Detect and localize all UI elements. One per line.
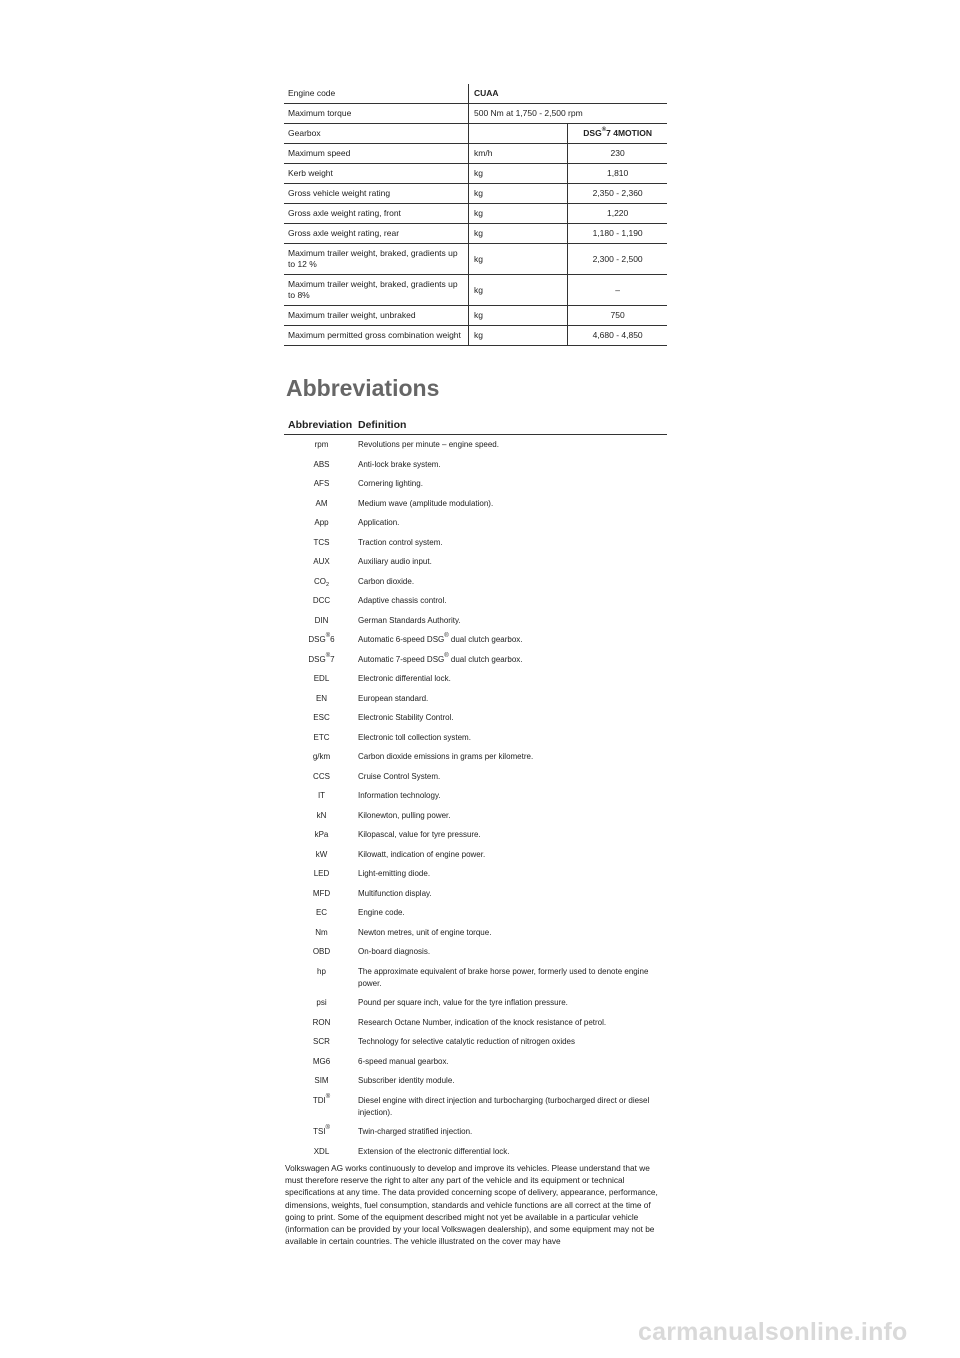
abbreviation-term — [284, 927, 359, 939]
abbreviation-row — [284, 535, 667, 555]
definition-text: Electronic differential lock. — [358, 674, 451, 683]
definition-text: Application. — [358, 518, 400, 527]
abbreviation-row — [284, 593, 667, 613]
col-header-definition: Definition — [358, 419, 407, 431]
spec-value — [568, 124, 667, 144]
term-text: RON — [312, 1017, 331, 1027]
term-text: ETC — [313, 732, 330, 742]
term-text: ESC — [313, 713, 330, 722]
abbreviation-row — [284, 964, 667, 996]
definition-text: Research Octane Number, indication of the knock resistance of petrol. — [358, 1017, 607, 1027]
spec-label: Gross axle weight rating, rear — [284, 224, 469, 244]
definition-text: Automatic 7-speed DSG — [358, 654, 445, 664]
term-text: XDL — [313, 1146, 330, 1156]
abbreviation-row — [284, 574, 667, 594]
spec-row-max-torque — [284, 104, 667, 124]
abbreviation-row — [284, 1015, 667, 1035]
abbreviation-row — [284, 1144, 667, 1164]
registered-mark: ® — [325, 1125, 330, 1131]
abbreviation-row — [284, 827, 667, 847]
definition-text: Newton metres, unit of engine torque. — [358, 927, 492, 937]
spec-label: Engine code — [284, 84, 469, 104]
abbreviation-row — [284, 847, 667, 867]
registered-mark: ® — [444, 633, 449, 639]
definition-text: Kilowatt, indication of engine power. — [358, 849, 486, 859]
abbreviation-term — [284, 693, 359, 705]
abbreviation-definition — [358, 673, 667, 685]
abbreviation-row — [284, 730, 667, 750]
term-text: CCS — [313, 771, 330, 781]
abbreviation-definition — [358, 595, 667, 607]
definition-text: Carbon dioxide emissions in grams per kilometre. — [358, 752, 534, 761]
abbreviation-definition — [358, 498, 667, 510]
abbreviation-definition — [358, 693, 667, 705]
abbreviation-definition — [358, 634, 667, 646]
definition-text: Adaptive chassis control. — [358, 596, 447, 605]
term-text: DSG — [308, 654, 326, 664]
spec-value: – — [568, 275, 667, 306]
abbreviation-list — [284, 437, 667, 1163]
abbreviation-term — [284, 459, 359, 471]
spec-unit: kg — [469, 306, 568, 326]
abbreviation-definition — [358, 1017, 667, 1029]
abbreviation-definition — [358, 1075, 667, 1087]
abbreviation-row — [284, 632, 667, 652]
abbreviation-row — [284, 437, 667, 457]
abbreviation-definition — [358, 478, 667, 490]
abbreviation-term — [284, 615, 359, 627]
registered-mark: ® — [325, 652, 331, 659]
spec-label: Maximum trailer weight, braked, gradients up to 12 % — [284, 244, 469, 275]
abbreviation-definition — [358, 927, 667, 939]
definition-text: On-board diagnosis. — [358, 947, 431, 956]
abbreviation-row — [284, 710, 667, 730]
abbreviation-term — [284, 966, 359, 978]
definition-text: Information technology. — [358, 791, 441, 800]
term-text: DIN — [314, 615, 329, 625]
registered-mark: ® — [325, 633, 331, 639]
abbreviation-definition — [358, 1095, 667, 1119]
abbreviation-term — [284, 732, 359, 744]
spec-value: 4,680 - 4,850 — [568, 326, 667, 346]
spec-row — [284, 224, 667, 244]
abbreviation-term — [284, 790, 359, 802]
spec-row-gearbox — [284, 124, 667, 144]
gearbox-prefix: DSG — [583, 128, 602, 138]
abbreviation-row — [284, 866, 667, 886]
abbreviation-definition — [358, 615, 667, 627]
registered-mark: ® — [444, 652, 449, 659]
definition-text: Cornering lighting. — [358, 479, 423, 488]
term-text: EDL — [313, 674, 330, 683]
definition-text: Technology for selective catalytic reduction of nitrogen oxides — [358, 1037, 576, 1046]
abbreviation-term — [284, 868, 359, 880]
term-text: IT — [317, 791, 326, 800]
disclaimer-text: Volkswagen AG works continuously to develop and improve its vehicles. Please understand that we must therefore reserve the right to alter any part of the vehicle and its equipment or technical specifications at any time. The data provided concerning scope of delivery, appearance, performance, dimensions, weights, fuel consumption, standards and vehicle functions are all correct at the time of going to print. Some of the equipment described might not yet be available in a particular vehicle (information can be provided by your local Volkswagen dealership), and some equipment may not be available in certain countries. The vehicle illustrated on the cover may have — [285, 1163, 658, 1247]
definition-text: Cruise Control System. — [358, 771, 441, 781]
spec-value: 500 Nm at 1,750 - 2,500 rpm — [469, 104, 668, 124]
abbreviation-row — [284, 808, 667, 828]
spec-value: 2,300 - 2,500 — [568, 244, 667, 275]
registered-mark: ® — [325, 1093, 331, 1100]
abbreviation-term — [284, 829, 359, 841]
spec-value: CUAA — [469, 84, 668, 104]
abbreviation-term — [284, 712, 359, 724]
abbreviation-term — [284, 946, 359, 958]
abbreviation-term — [284, 849, 359, 861]
spec-row — [284, 244, 667, 275]
abbreviation-table-header — [284, 416, 667, 435]
term-text: psi — [316, 998, 327, 1007]
term-text: kPa — [314, 830, 329, 839]
abbreviation-definition — [358, 868, 667, 880]
spec-label: Gearbox — [284, 124, 469, 144]
abbreviation-term — [284, 1075, 359, 1087]
term-text: hp — [317, 966, 326, 976]
abbreviation-term — [284, 751, 359, 763]
spec-label: Maximum permitted gross combination weight — [284, 326, 469, 346]
spec-unit: kg — [469, 224, 568, 244]
spec-value: 1,810 — [568, 164, 667, 184]
abbreviation-term — [284, 1056, 359, 1068]
abbreviation-row — [284, 769, 667, 789]
abbreviation-definition — [358, 997, 667, 1009]
definition-text: Multifunction display. — [358, 888, 432, 898]
term-text: TDI — [312, 1095, 326, 1105]
abbreviation-row — [284, 1093, 667, 1125]
abbreviation-row — [284, 788, 667, 808]
abbreviation-row — [284, 476, 667, 496]
registered-mark: ® — [601, 127, 607, 133]
definition-text: Kilopascal, value for tyre pressure. — [358, 830, 481, 839]
abbreviation-definition — [358, 517, 667, 529]
abbreviation-term — [284, 810, 359, 822]
abbreviation-definition — [358, 712, 667, 724]
definition-text: Auxiliary audio input. — [358, 557, 432, 566]
spec-row — [284, 204, 667, 224]
spec-label: Gross vehicle weight rating — [284, 184, 469, 204]
abbreviation-definition — [358, 907, 667, 919]
abbreviation-definition — [358, 966, 667, 990]
spec-label: Kerb weight — [284, 164, 469, 184]
definition-text: Twin-charged stratified injection. — [358, 1127, 473, 1136]
term-text: kW — [315, 849, 328, 859]
abbreviation-definition — [358, 1056, 667, 1068]
spec-row — [284, 306, 667, 326]
abbreviation-term — [284, 576, 359, 588]
abbreviation-definition — [358, 576, 667, 588]
definition-text: Carbon dioxide. — [358, 576, 415, 586]
abbreviation-row — [284, 925, 667, 945]
abbreviation-row — [284, 905, 667, 925]
abbreviation-row — [284, 1073, 667, 1093]
abbreviation-definition — [358, 1036, 667, 1048]
spec-row — [284, 275, 667, 306]
abbreviation-row — [284, 1034, 667, 1054]
spec-row — [284, 144, 667, 164]
spec-value: 230 — [568, 144, 667, 164]
term-text: DCC — [312, 596, 331, 605]
abbreviation-term — [284, 537, 359, 549]
term-text: OBD — [312, 947, 331, 956]
abbreviation-row — [284, 944, 667, 964]
spec-label: Gross axle weight rating, front — [284, 204, 469, 224]
abbreviation-definition — [358, 459, 667, 471]
term-text: kN — [316, 810, 327, 820]
spec-label: Maximum torque — [284, 104, 469, 124]
abbreviation-term — [284, 478, 359, 490]
term-text: LED — [313, 869, 330, 878]
abbreviation-definition — [358, 732, 667, 744]
term-text: EN — [315, 693, 328, 703]
term-text: TSI — [313, 1127, 326, 1136]
spec-unit: kg — [469, 204, 568, 224]
abbreviation-row — [284, 515, 667, 535]
abbreviation-term — [284, 1146, 359, 1158]
term-text: MG6 — [312, 1056, 331, 1066]
term-text: AUX — [313, 557, 330, 566]
section-title: Abbreviations — [286, 375, 440, 401]
term-text: rpm — [314, 440, 329, 449]
abbreviation-row — [284, 886, 667, 906]
spec-label: Maximum trailer weight, braked, gradients up to 8% — [284, 275, 469, 306]
abbreviation-term — [284, 654, 359, 666]
spec-unit — [469, 124, 568, 144]
definition-text: Light-emitting diode. — [358, 869, 431, 878]
definition-text: Revolutions per minute – engine speed. — [358, 440, 499, 449]
definition-suffix: dual clutch gearbox. — [448, 635, 523, 644]
spec-unit: kg — [469, 164, 568, 184]
definition-suffix: dual clutch gearbox. — [448, 654, 523, 664]
spec-label: Maximum speed — [284, 144, 469, 164]
term-text: MFD — [312, 888, 331, 898]
abbreviation-definition — [358, 771, 667, 783]
spec-unit: kg — [469, 184, 568, 204]
spec-unit: km/h — [469, 144, 568, 164]
abbreviation-term — [284, 595, 359, 607]
definition-text: Engine code. — [358, 908, 405, 917]
spec-row — [284, 326, 667, 346]
abbreviation-definition — [358, 1126, 667, 1138]
spec-rows — [284, 144, 667, 346]
abbreviation-term — [284, 673, 359, 685]
abbreviation-row — [284, 1124, 667, 1144]
abbreviation-row — [284, 613, 667, 633]
definition-text: 6-speed manual gearbox. — [358, 1056, 449, 1066]
abbreviation-definition — [358, 751, 667, 763]
abbreviation-term — [284, 498, 359, 510]
term-text: AM — [315, 498, 328, 508]
abbreviation-term — [284, 439, 359, 451]
term-suffix: 7 — [330, 654, 335, 664]
abbreviation-definition — [358, 888, 667, 900]
abbreviation-term — [284, 634, 359, 646]
abbreviation-row — [284, 1054, 667, 1074]
spec-table — [284, 84, 667, 346]
abbreviation-term — [284, 556, 359, 568]
definition-text: Electronic toll collection system. — [358, 732, 471, 742]
definition-text: Diesel engine with direct injection and turbocharging (turbocharged direct or diesel injection). — [358, 1095, 650, 1117]
spec-row — [284, 184, 667, 204]
abbreviation-definition — [358, 1146, 667, 1158]
term-text: SIM — [314, 1076, 329, 1085]
abbreviation-definition — [358, 556, 667, 568]
abbreviation-definition — [358, 946, 667, 958]
abbreviation-term — [284, 997, 359, 1009]
abbreviation-definition — [358, 829, 667, 841]
definition-text: European standard. — [358, 693, 429, 703]
term-text: AFS — [313, 479, 330, 488]
spec-unit: kg — [469, 244, 568, 275]
abbreviation-row — [284, 496, 667, 516]
abbreviation-row — [284, 995, 667, 1015]
term-text: Nm — [315, 927, 328, 937]
abbreviation-row — [284, 554, 667, 574]
abbreviation-term — [284, 888, 359, 900]
term-suffix: 6 — [330, 635, 335, 644]
term-text: TCS — [313, 537, 330, 547]
definition-text: The approximate equivalent of brake horse power, formerly used to denote engine power. — [358, 966, 649, 988]
term-text: App — [314, 518, 329, 527]
abbreviation-row — [284, 691, 667, 711]
spec-row-engine-code — [284, 84, 667, 104]
watermark: carmanualsonline.info — [638, 1318, 908, 1346]
term-text: EC — [315, 908, 328, 917]
abbreviation-term — [284, 771, 359, 783]
abbreviation-row — [284, 652, 667, 672]
abbreviation-row — [284, 749, 667, 769]
spec-value: 2,350 - 2,360 — [568, 184, 667, 204]
abbreviation-row — [284, 457, 667, 477]
abbreviation-definition — [358, 537, 667, 549]
abbreviation-definition — [358, 790, 667, 802]
term-text: g/km — [312, 752, 331, 761]
definition-text: Automatic 6-speed DSG — [358, 635, 445, 644]
term-text: SCR — [313, 1037, 330, 1046]
definition-text: Pound per square inch, value for the tyre inflation pressure. — [358, 998, 568, 1007]
abbreviation-term — [284, 1036, 359, 1048]
col-header-abbreviation: Abbreviation — [288, 419, 353, 431]
gearbox-suffix: 7 4MOTION — [606, 128, 652, 138]
term-text: DSG — [308, 635, 326, 644]
definition-text: German Standards Authority. — [358, 615, 461, 625]
definition-text: Extension of the electronic differential lock. — [358, 1146, 510, 1156]
subscript: 2 — [325, 581, 330, 588]
spec-row — [284, 164, 667, 184]
abbreviation-term — [284, 1017, 359, 1029]
term-text: ABS — [313, 459, 330, 469]
term-text: CO — [313, 576, 326, 586]
abbreviation-row — [284, 671, 667, 691]
spec-value: 1,220 — [568, 204, 667, 224]
definition-text: Medium wave (amplitude modulation). — [358, 498, 494, 508]
spec-unit: kg — [469, 275, 568, 306]
spec-value: 1,180 - 1,190 — [568, 224, 667, 244]
abbreviation-term — [284, 517, 359, 529]
definition-text: Kilonewton, pulling power. — [358, 810, 451, 820]
abbreviation-definition — [358, 849, 667, 861]
spec-value: 750 — [568, 306, 667, 326]
spec-label: Maximum trailer weight, unbraked — [284, 306, 469, 326]
abbreviation-definition — [358, 654, 667, 666]
definition-text: Traction control system. — [358, 537, 443, 547]
abbreviation-definition — [358, 439, 667, 451]
abbreviation-term — [284, 1126, 359, 1138]
abbreviation-definition — [358, 810, 667, 822]
abbreviation-term — [284, 1095, 359, 1107]
spec-unit: kg — [469, 326, 568, 346]
abbreviation-term — [284, 907, 359, 919]
definition-text: Anti-lock brake system. — [358, 459, 441, 469]
definition-text: Subscriber identity module. — [358, 1076, 455, 1085]
definition-text: Electronic Stability Control. — [358, 713, 454, 722]
